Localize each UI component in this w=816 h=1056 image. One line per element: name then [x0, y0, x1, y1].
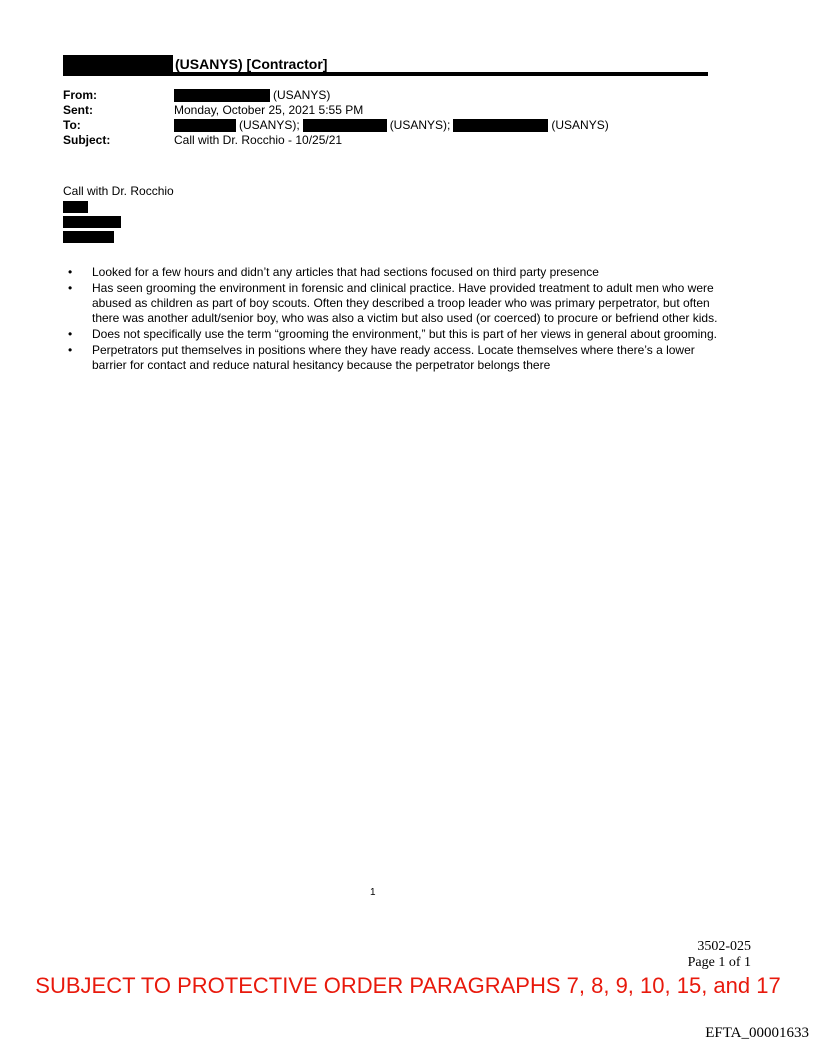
- sent-value: Monday, October 25, 2021 5:55 PM: [174, 103, 364, 117]
- list-item: [68, 343, 732, 373]
- list-item-text: Does not specifically use the term “grooming the environment,” but this is part of her views in general about grooming.: [92, 327, 717, 341]
- exhibit-stamp: [688, 939, 751, 971]
- redaction-bar: [63, 201, 88, 213]
- redaction-bar: [63, 55, 173, 73]
- to-value-suffix-2: (USANYS);: [389, 118, 451, 132]
- redaction-bar: [174, 119, 236, 132]
- list-item: [68, 265, 732, 280]
- sent-row: [63, 103, 609, 118]
- redaction-bar: [303, 119, 387, 132]
- list-item: [68, 281, 732, 326]
- list-item: [68, 327, 732, 342]
- bullet-icon: •: [68, 281, 73, 295]
- page-number: 1: [370, 887, 376, 898]
- list-item-text: Perpetrators put themselves in positions where they have ready access. Locate themselves where there’s a lower barrier for contact and reduce natural hesitancy because the perpetrator belongs there: [92, 343, 695, 372]
- exhibit-id: 3502-025: [697, 939, 751, 954]
- to-value-suffix-3: (USANYS): [551, 118, 609, 132]
- to-row: [63, 118, 609, 133]
- redaction-bar: [174, 89, 270, 102]
- list-item-text: Looked for a few hours and didn’t any articles that had sections focused on third party presence: [92, 265, 599, 279]
- bates-number: EFTA_00001633: [705, 1025, 809, 1041]
- email-header: [63, 88, 609, 148]
- page-of: Page 1 of 1: [687, 955, 751, 970]
- email-body: [63, 184, 174, 246]
- from-row: [63, 88, 609, 103]
- email-title: [63, 55, 327, 73]
- bullet-icon: •: [68, 265, 73, 279]
- from-value-suffix: (USANYS): [273, 88, 331, 102]
- bullet-icon: •: [68, 327, 73, 341]
- redaction-bar: [63, 216, 121, 228]
- to-value-suffix-1: (USANYS);: [239, 118, 300, 132]
- protective-order-notice: SUBJECT TO PROTECTIVE ORDER PARAGRAPHS 7, 8, 9, 10, 15, and 17: [35, 973, 781, 998]
- email-title-suffix: (USANYS) [Contractor]: [175, 56, 328, 72]
- intro-line: Call with Dr. Rocchio: [63, 184, 174, 198]
- redacted-signature: [63, 201, 174, 243]
- redaction-bar: [453, 119, 548, 132]
- subject-value: Call with Dr. Rocchio - 10/25/21: [174, 133, 343, 147]
- list-item-text: Has seen grooming the environment in forensic and clinical practice. Have provided treatment to adult men who were abused as children as part of boy scouts. Often they described a troop leader who was primary perpetrator, but often there was another adult/senior boy, who was also a victim but also used (or coerced) to procure or befriend other kids.: [92, 281, 718, 325]
- from-label: From:: [63, 88, 97, 102]
- notes-list: [68, 265, 732, 374]
- redaction-bar: [63, 231, 114, 243]
- subject-row: [63, 133, 609, 148]
- to-label: To:: [63, 118, 81, 132]
- subject-label: Subject:: [63, 133, 111, 147]
- bullet-icon: •: [68, 343, 73, 357]
- sent-label: Sent:: [63, 103, 93, 117]
- title-rule: [63, 72, 708, 76]
